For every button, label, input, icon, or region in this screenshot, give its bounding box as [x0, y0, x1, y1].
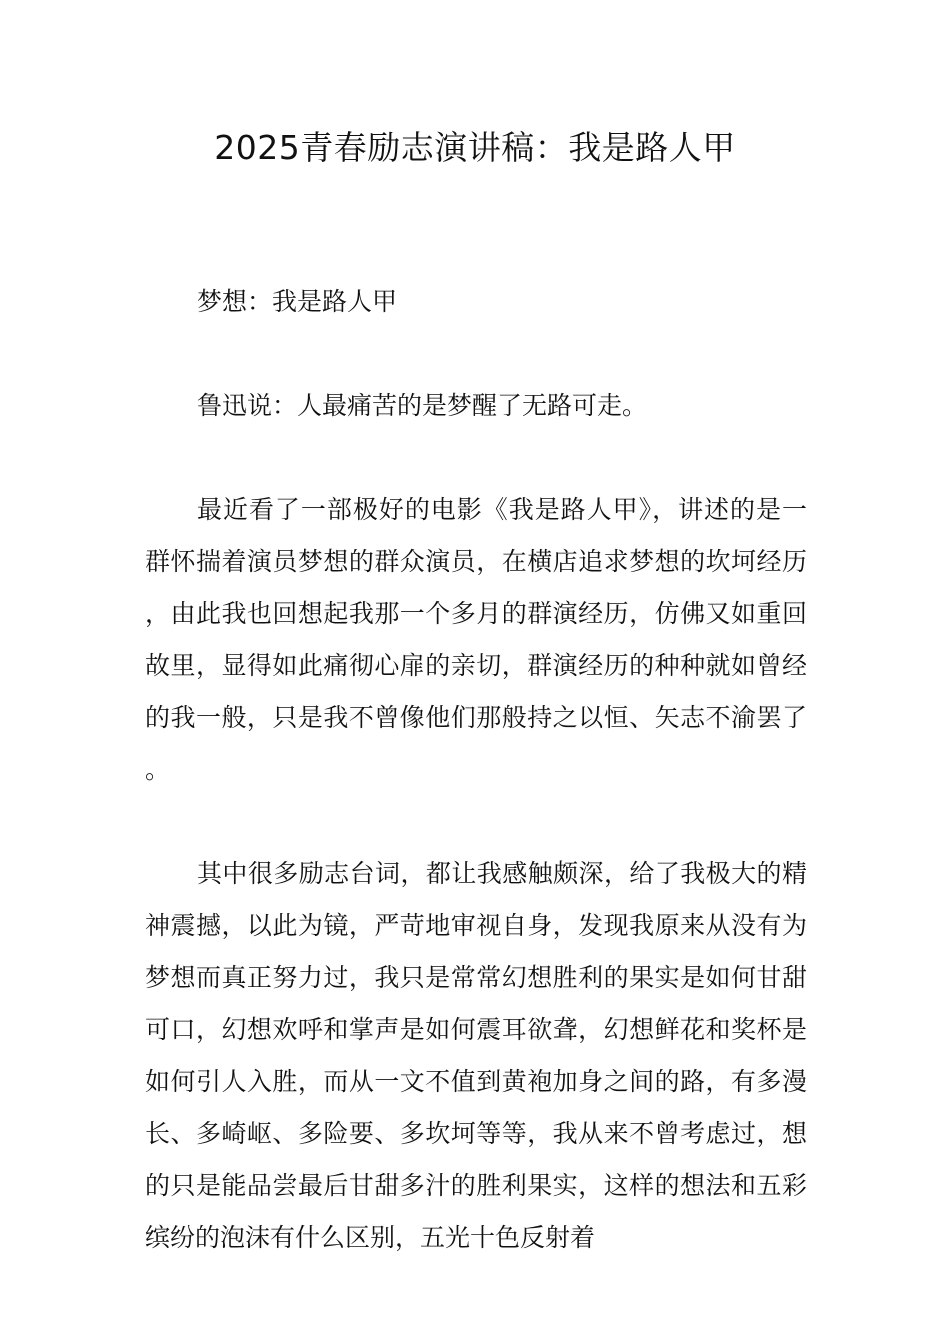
- paragraph-quote: 鲁迅说：人最痛苦的是梦醒了无路可走。: [197, 391, 648, 420]
- paragraph-reflection: 其中很多励志台词，都让我感触颇深，给了我极大的精神震撼，以此为镜，严苛地审视自身，发现我原来从没有为梦想而真正努力过，我只是常常幻想胜利的果实是如何甘甜可口，幻想欢呼和掌声是如何震耳欲聋，幻想鲜花和奖杯是如何引人入胜，而从一文不值到黄袍加身之间的路，有多漫长、多崎岖、多险要、多坎坷等等，我从来不曾考虑过，想的只是能品尝最后甘甜多汁的胜利果实，这样的想法和五彩缤纷的泡沫有什么区别，五光十色反射着: [145, 859, 807, 1252]
- document-title: 2025青春励志演讲稿：我是路人甲: [214, 128, 736, 167]
- paragraph-film: 最近看了一部极好的电影《我是路人甲》，讲述的是一群怀揣着演员梦想的群众演员，在横店追求梦想的坎坷经历，由此我也回想起我那一个多月的群演经历，仿佛又如重回故里，显得如此痛彻心扉的亲切，群演经历的种种就如曾经的我一般，只是我不曾像他们那般持之以恒、矢志不渝罢了。: [145, 495, 807, 784]
- document-body: [145, 276, 807, 1316]
- paragraph-heading: 梦想：我是路人甲: [197, 287, 398, 316]
